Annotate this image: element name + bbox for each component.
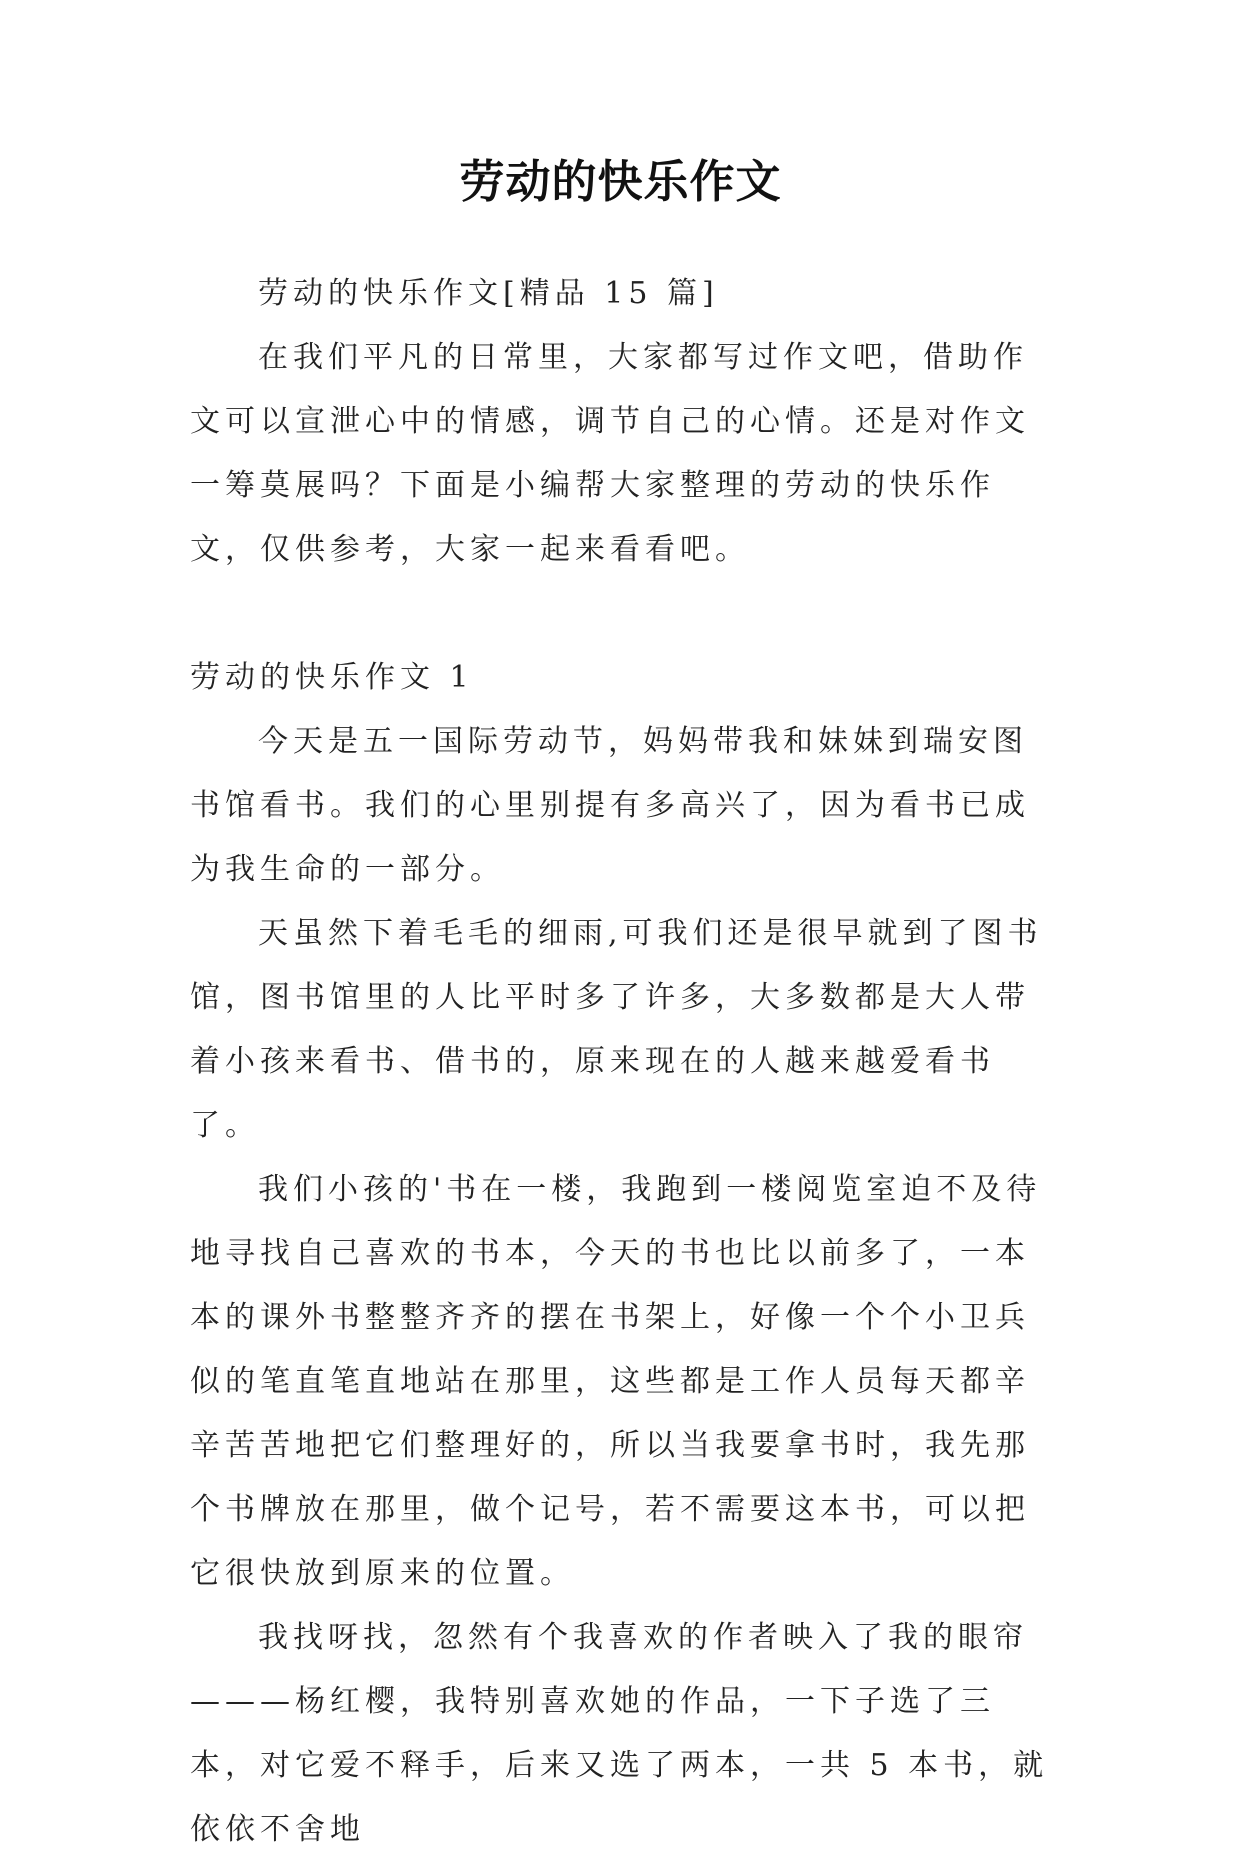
subtitle: 劳动的快乐作文[精品 15 篇] [258, 276, 719, 311]
document-title: 劳动的快乐作文 [459, 155, 782, 208]
section-heading: 劳动的快乐作文 1 [190, 660, 474, 695]
paragraph-2: 天虽然下着毛毛的细雨,可我们还是很早就到了图书馆，图书馆里的人比平时多了许多，大多数都是大人带着小孩来看书、借书的，原来现在的人越来越爱看书了。 [190, 916, 1043, 1143]
intro-paragraph: 在我们平凡的日常里，大家都写过作文吧，借助作文可以宣泄心中的情感，调节自己的心情。还是对作文一筹莫展吗？下面是小编帮大家整理的劳动的快乐作文，仅供参考，大家一起来看看吧。 [190, 340, 1030, 567]
document-body [190, 262, 1060, 1862]
paragraph-4: 我找呀找，忽然有个我喜欢的作者映入了我的眼帘———杨红樱，我特别喜欢她的作品，一下子选了三本，对它爱不释手，后来又选了两本，一共 5 本书，就依依不舍地 [190, 1620, 1049, 1847]
section-gap [190, 582, 1060, 646]
paragraph-1: 今天是五一国际劳动节，妈妈带我和妹妹到瑞安图书馆看书。我们的心里别提有多高兴了，因为看书已成为我生命的一部分。 [190, 724, 1030, 887]
paragraph-3: 我们小孩的'书在一楼，我跑到一楼阅览室迫不及待地寻找自己喜欢的书本，今天的书也比以前多了，一本本的课外书整整齐齐的摆在书架上，好像一个个小卫兵似的笔直笔直地站在那里，这些都是工作人员每天都辛辛苦苦地把它们整理好的，所以当我要拿书时，我先那个书牌放在那里，做个记号，若不需要这本书，可以把它很快放到原来的位置。 [190, 1172, 1042, 1591]
